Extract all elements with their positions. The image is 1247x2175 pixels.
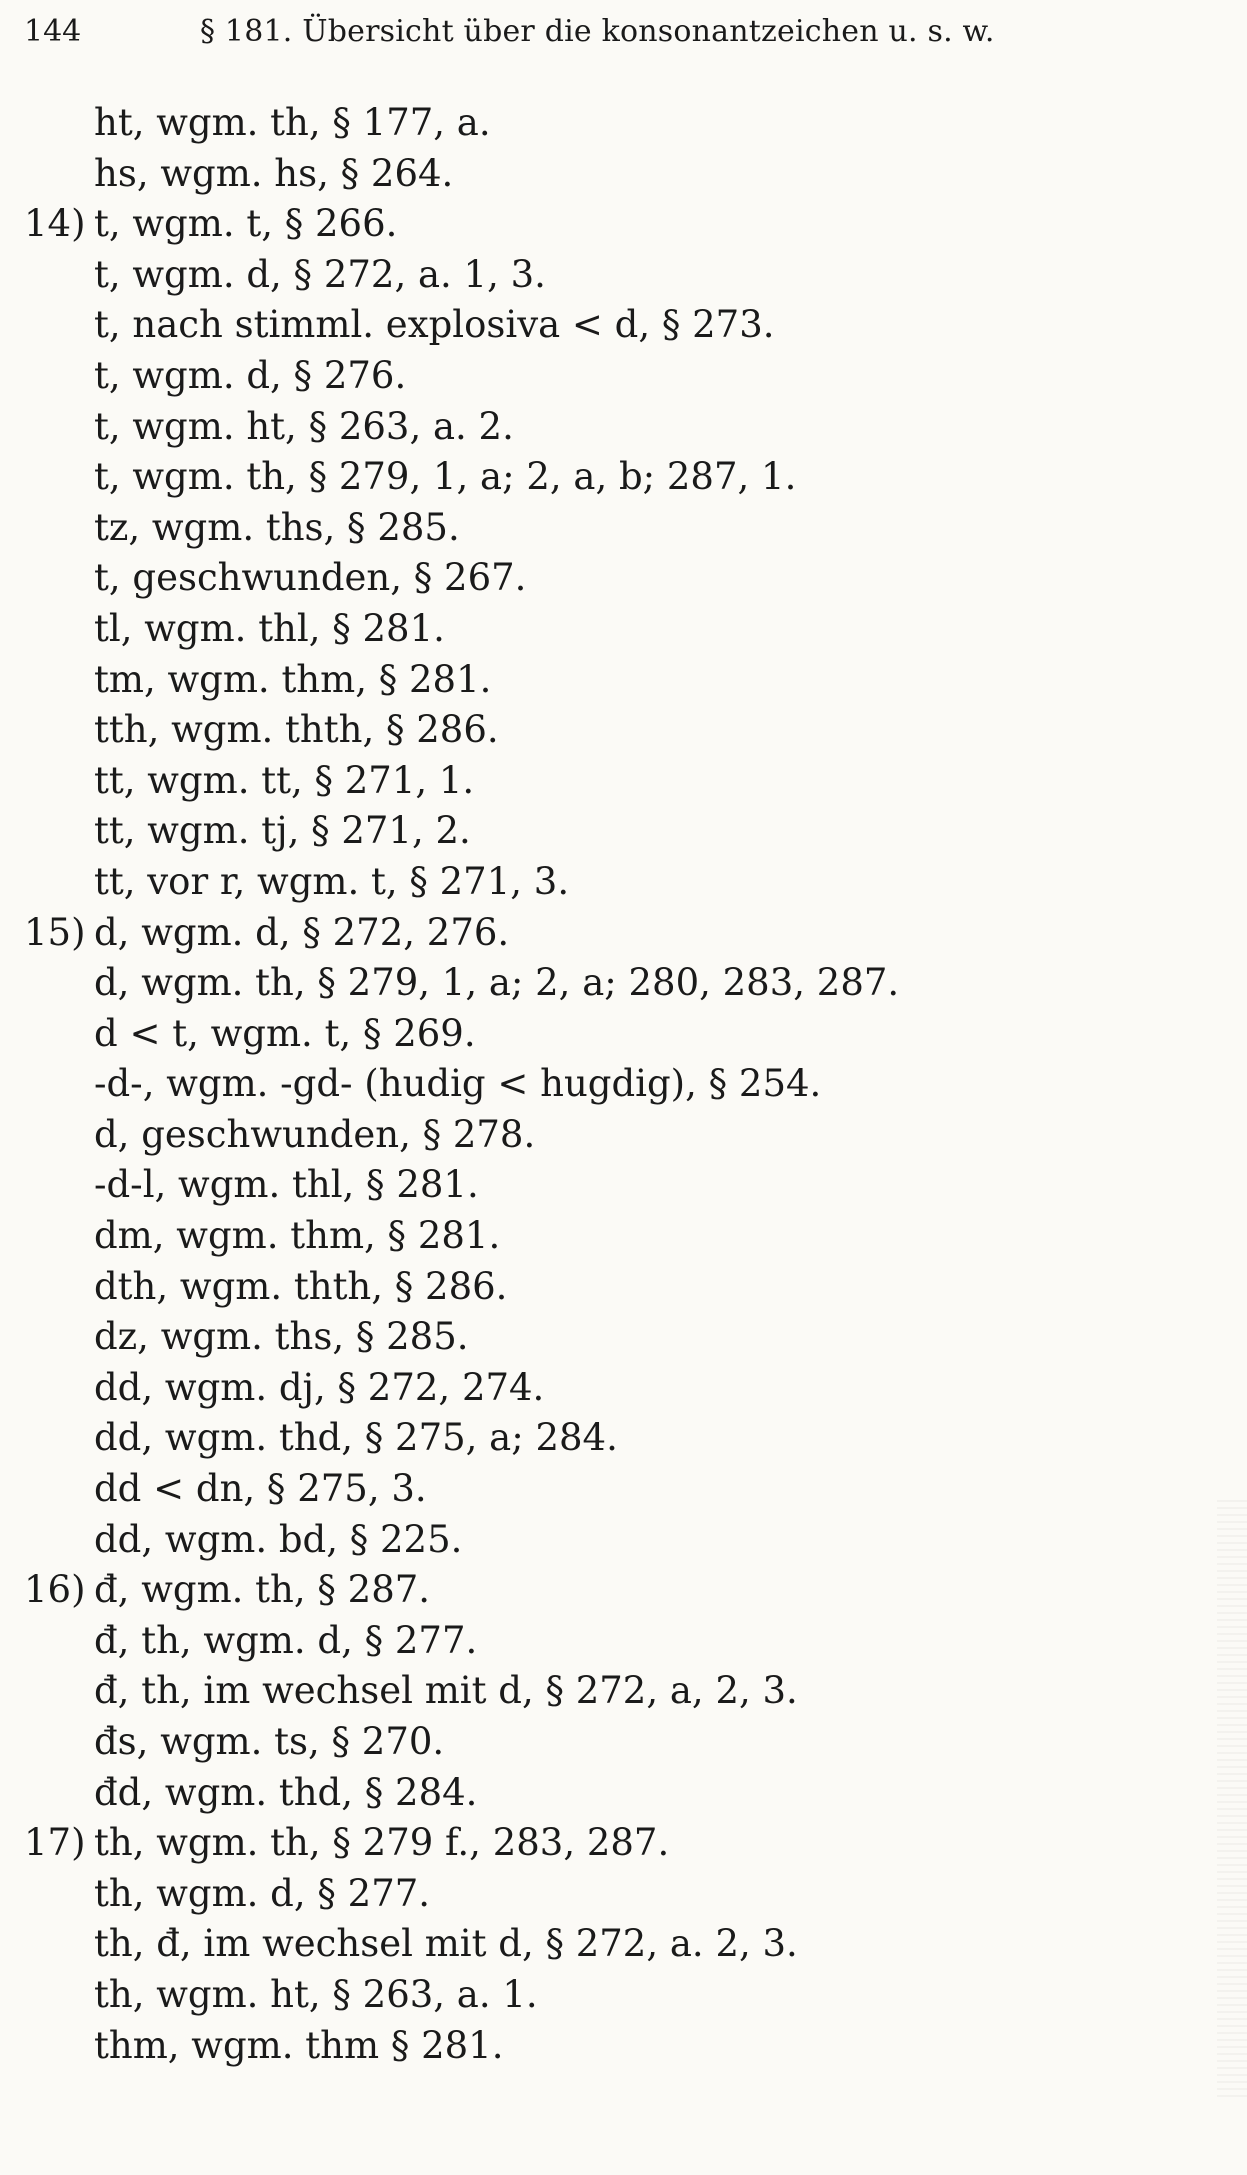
entry-text: d, wgm. d, § 272, 276.: [94, 910, 510, 954]
index-entry: [24, 1363, 1224, 1414]
index-entry: [24, 1970, 1224, 2021]
running-head: § 181. Übersicht über die konsonantzeichen u. s. w.: [200, 14, 995, 49]
entry-text: d, geschwunden, § 278.: [94, 1112, 536, 1156]
entry-text: dth, wgm. thth, § 286.: [94, 1264, 508, 1308]
index-entry: [24, 1616, 1224, 1667]
scan-edge-noise: [1217, 1500, 1247, 2100]
index-entry: [24, 1110, 1224, 1161]
index-entry: [24, 2021, 1224, 2072]
index-entry: [24, 1666, 1224, 1717]
entry-text: thm, wgm. thm § 281.: [94, 2023, 504, 2067]
entry-text: t, geschwunden, § 267.: [94, 556, 527, 600]
entry-text: t, wgm. th, § 279, 1, a; 2, a, b; 287, 1.: [94, 455, 797, 499]
index-entry: [24, 1160, 1224, 1211]
index-entry: [24, 1059, 1224, 1110]
index-entry: [24, 705, 1224, 756]
entry-text: dd, wgm. dj, § 272, 274.: [94, 1365, 545, 1409]
entry-number: 14): [24, 202, 86, 246]
entry-text: t, wgm. d, § 272, a. 1, 3.: [94, 252, 546, 296]
entry-text: th, đ, im wechsel mit d, § 272, a. 2, 3.: [94, 1922, 798, 1966]
entry-text: d, wgm. th, § 279, 1, a; 2, a; 280, 283, 287.: [94, 961, 900, 1005]
index-entry: [24, 1413, 1224, 1464]
index-entry: [24, 402, 1224, 453]
index-entry: [24, 1515, 1224, 1566]
entry-text: đ, th, wgm. d, § 277.: [94, 1618, 478, 1662]
entry-text: th, wgm. d, § 277.: [94, 1871, 431, 1915]
entry-text: tt, vor r, wgm. t, § 271, 3.: [94, 859, 570, 903]
index-entry: [24, 958, 1224, 1009]
entry-text: đ, wgm. th, § 287.: [94, 1568, 431, 1612]
entry-text: dm, wgm. thm, § 281.: [94, 1214, 501, 1258]
index-entry: [24, 1262, 1224, 1313]
entry-number: 15): [24, 910, 86, 954]
entry-number: 17): [24, 1821, 86, 1865]
index-entry: [24, 857, 1224, 908]
entry-text: th, wgm. ht, § 263, a. 1.: [94, 1972, 538, 2016]
index-entry: [24, 1211, 1224, 1262]
entry-text: đs, wgm. ts, § 270.: [94, 1720, 445, 1763]
index-entry: [24, 655, 1224, 706]
entry-text: ht, wgm. th, § 177, a.: [94, 101, 491, 144]
index-entry: [24, 1312, 1224, 1363]
index-entry: [24, 1464, 1224, 1515]
entry-text: dd < dn, § 275, 3.: [94, 1467, 427, 1511]
entry-text: t, wgm. ht, § 263, a. 2.: [94, 404, 514, 448]
index-entry: [24, 1768, 1224, 1819]
entry-list: [24, 98, 1224, 2071]
entry-text: t, wgm. t, § 266.: [94, 202, 398, 246]
entry-text: -d-l, wgm. thl, § 281.: [94, 1163, 479, 1207]
entry-text: d < t, wgm. t, § 269.: [94, 1011, 476, 1055]
index-entry: [24, 806, 1224, 857]
index-entry: [24, 1565, 1224, 1616]
entry-number: 16): [24, 1568, 86, 1612]
entry-text: th, wgm. th, § 279 f., 283, 287.: [94, 1821, 670, 1865]
entry-text: -d-, wgm. -gd- (hudig < hugdig), § 254.: [94, 1062, 822, 1106]
entry-text: t, wgm. d, § 276.: [94, 353, 407, 397]
entry-text: tt, wgm. tt, § 271, 1.: [94, 758, 475, 802]
index-entry: [24, 351, 1224, 402]
index-entry: [24, 98, 1224, 149]
entry-text: t, nach stimml. explosiva < d, § 273.: [94, 303, 775, 347]
entry-text: tt, wgm. tj, § 271, 2.: [94, 809, 471, 853]
index-entry: [24, 149, 1224, 200]
entry-text: dd, wgm. thd, § 275, a; 284.: [94, 1416, 618, 1460]
entry-text: tth, wgm. thth, § 286.: [94, 708, 499, 752]
entry-text: dz, wgm. ths, § 285.: [94, 1315, 469, 1359]
index-entry: [24, 756, 1224, 807]
entry-text: tz, wgm. ths, § 285.: [94, 505, 460, 549]
entry-text: hs, wgm. hs, § 264.: [94, 151, 454, 195]
index-entry: [24, 1818, 1224, 1869]
entry-text: dd, wgm. bd, § 225.: [94, 1517, 463, 1561]
index-entry: [24, 604, 1224, 655]
page-number: 144: [24, 14, 82, 49]
entry-text: đ, th, im wechsel mit d, § 272, a, 2, 3.: [94, 1669, 798, 1713]
index-entry: [24, 452, 1224, 503]
index-entry: [24, 1919, 1224, 1970]
index-entry: [24, 300, 1224, 351]
entry-text: tm, wgm. thm, § 281.: [94, 657, 492, 701]
entry-text: đd, wgm. thd, § 284.: [94, 1770, 478, 1814]
index-entry: [24, 199, 1224, 250]
index-entry: [24, 1009, 1224, 1060]
index-entry: [24, 553, 1224, 604]
index-entry: [24, 908, 1224, 959]
index-entry: [24, 1717, 1224, 1768]
page-header: [0, 0, 1247, 80]
entry-text: tl, wgm. thl, § 281.: [94, 606, 445, 650]
index-entry: [24, 250, 1224, 301]
index-entry: [24, 1869, 1224, 1920]
index-entry: [24, 503, 1224, 554]
